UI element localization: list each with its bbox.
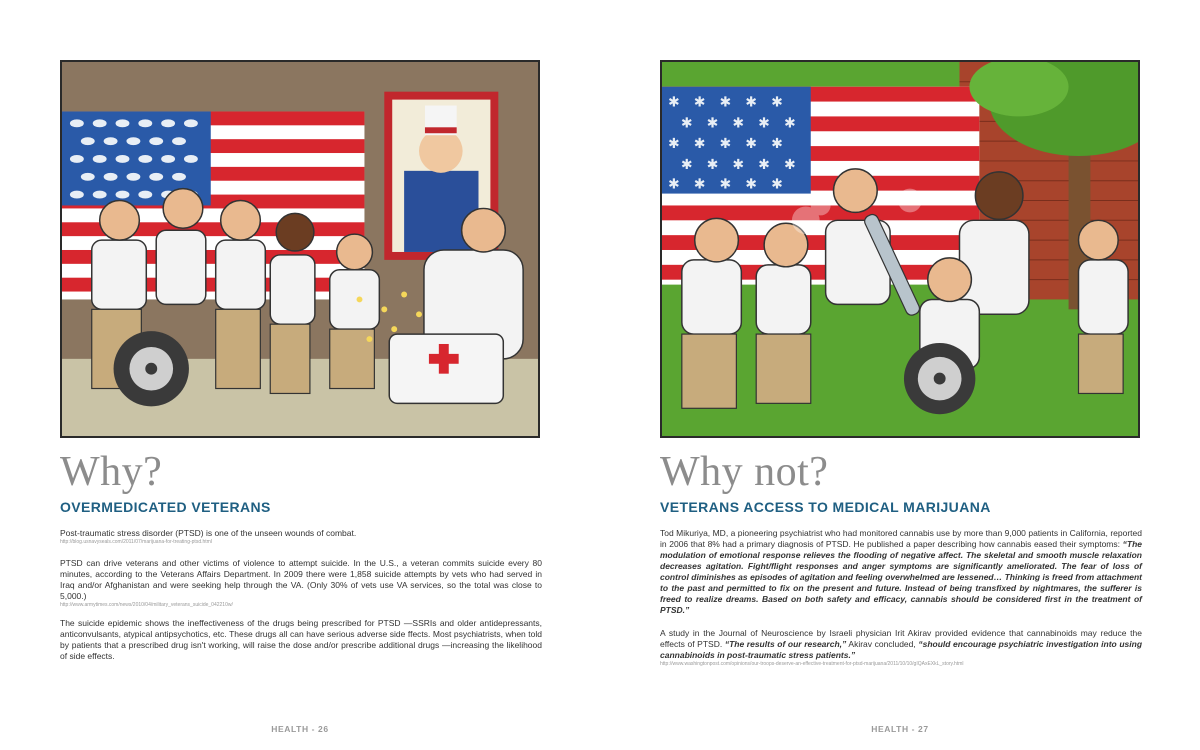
svg-text:✱: ✱ [745,176,757,193]
svg-text:✱: ✱ [693,136,706,153]
svg-text:✱: ✱ [667,176,680,193]
svg-text:✱: ✱ [667,136,680,153]
paragraph: Post-traumatic stress disorder (PTSD) is one of the unseen wounds of combat. [60,528,357,538]
svg-text:✱: ✱ [693,176,706,193]
svg-text:✱: ✱ [706,156,719,173]
svg-text:✱: ✱ [680,156,693,173]
svg-text:✱: ✱ [706,115,719,132]
body-text-right [660,528,1142,668]
overmedicated-veterans-cartoon [60,60,540,438]
svg-text:✱: ✱ [783,156,796,173]
section-subtitle: OVERMEDICATED VETERANS [60,499,271,515]
paragraph-text: Akirav concluded, [846,639,919,649]
svg-text:✱: ✱ [758,115,770,132]
source-link[interactable]: http://www.washingtonpost.com/opinions/our-troops-deserve-an-effective-treatment-for-ptsd-marijuana/2011/10/10/gIQAxEXkL_story.html [660,661,964,667]
paragraph-intro: A study in the Journal of Neuroscience by Israeli physician Irit Akirav provided evidence that cannabinoids may reduce the effects of PTSD. [660,628,1142,649]
akirav-quote-1: “The results of our research,” [724,639,847,649]
paragraph-intro: Tod Mikuriya, MD, a pioneering psychiatrist who had monitored cannabis use by more than 9,000 patients in California, reported in 2006 that 8% had a primary diagnosis of PTSD. He published a paper describing how cannabis eased their symptoms: [660,528,1142,549]
page-title: Why? [60,449,163,495]
source-link[interactable]: http://blog.usnavyseals.com/2011/07/marijuana-for-treating-ptsd.html [60,539,212,545]
svg-text:✱: ✱ [771,94,783,111]
svg-text:✱: ✱ [771,176,783,193]
right-page [600,0,1200,750]
akirav-quote-2: “should encourage psychiatric investigation into using cannabinoids in post-traumatic stress patients.” [660,639,1143,660]
svg-text:✱: ✱ [732,115,745,132]
mikuriya-quote: “The modulation of emotional response relieves the flooding of negative affect. The skeletal and smooth muscle relaxation decreases agitation. Fight/flight responses and anger symptoms are significantly ameliorated. The fear of loss of control diminishes as episodes of agitation and feeling overwhelmed are lessened… Thinking is freed from attachment to the past and permitted to fix on the present and future. Instead of being transfixed by nightmares, the sufferer is freed to realize dreams. Based on both safety and efficacy, cannabis should be considered first in the treatment of PTSD.” [660,539,1142,615]
svg-text:✱: ✱ [745,136,757,153]
section-subtitle: VETERANS ACCESS TO MEDICAL MARIJUANA [660,499,991,515]
page-title: Why not? [660,449,829,495]
svg-text:✱: ✱ [745,94,757,111]
svg-text:✱: ✱ [667,94,680,111]
paragraph [660,528,1142,616]
svg-text:✱: ✱ [693,94,706,111]
svg-text:✱: ✱ [719,136,732,153]
paragraph: PTSD can drive veterans and other victims of violence to attempt suicide. In the U.S., a veteran commits suicide every 80 minutes, according to the Veterans Affairs Department. In 2009 there were 1,858 suicide attempts by vets who had served in Iraq and/or Afghanistan and were seeking help through the VA. (Only 30% of vets use VA services, so the total was close to 5,000.) [60,558,542,601]
source-link[interactable]: http://www.armytimes.com/news/2010/04/military_veterans_suicide_042210w/ [60,602,233,608]
paragraph: The suicide epidemic shows the ineffectiveness of the drugs being prescribed for PTSD —SSRIs and older antidepressants, anticonvulsants, atypical antipsychotics, etc. These drugs all can have serious adverse side ffects. Most psychiatrists, when told by patients that a prescribed drug isn't working, will raise the dose and/or prescribe additional drugs —increasing the likelihood of side effects. [60,618,542,661]
page-footer: HEALTH - 27 [871,724,929,734]
svg-text:✱: ✱ [783,115,796,132]
paragraph [660,628,1142,661]
svg-text:✱: ✱ [719,94,732,111]
body-text-left [60,528,542,662]
svg-text:✱: ✱ [732,156,745,173]
svg-text:✱: ✱ [771,136,783,153]
svg-text:✱: ✱ [719,176,732,193]
svg-text:✱: ✱ [758,156,770,173]
veterans-medical-marijuana-cartoon [660,60,1140,438]
page-footer: HEALTH - 26 [271,724,329,734]
svg-text:✱: ✱ [680,115,693,132]
